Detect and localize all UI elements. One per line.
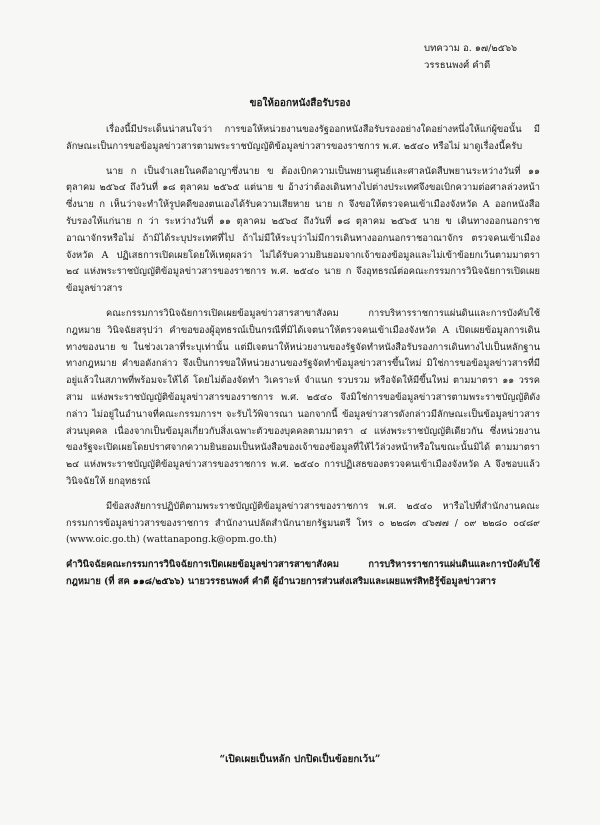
contact-paragraph: มีข้อสงสัยการปฏิบัติตามพระราชบัญญัติข้อมูลข่าวสารของราชการ พ.ศ. ๒๕๔๐ หารือไปที่สำนักงานคณะกรรมการข้อมูลข่าวสารของราชการ สำนักงานปลัดสำนักนายกรัฐมนตรี โทร ๐ ๒๒๘๓ ๔๖๗๗ / ๐๙ ๒๒๘๐ ๐๔๘๙ (www.oic.go.th) (wattanapong.k@opm.go.th) <box>66 500 540 546</box>
article-meta <box>424 40 517 74</box>
decision-paragraph: คณะกรรมการวินิจฉัยการเปิดเผยข้อมูลข่าวสารสาขาสังคม การบริหารราชการแผ่นดินและการบังคับใช้กฎหมาย วินิจฉัยสรุปว่า คำขอของผู้อุทธรณ์เป็นกรณีที่มิได้เจตนาให้ตรวจคนเข้าเมืองจังหวัด A เปิดเผยข้อมูลการเดินทางของนาย ข ในช่วงเวลาที่ระบุเท่านั้น แต่มีเจตนาให้หน่วยงานของรัฐจัดทำหนังสือรับรองการเดินทางไปเป็นหลักฐานทางกฎหมาย คำขอดังกล่าว จึงเป็นการขอให้หน่วยงานของรัฐจัดทำข้อมูลข่าวสารขึ้นใหม่ มิใช่การขอข้อมูลข่าวสารที่มีอยู่แล้วในสภาพที่พร้อมจะให้ได้ โดยไม่ต้องจัดทำ วิเคราะห์ จำแนก รวบรวม หรือจัดให้มีขึ้นใหม่ ตามมาตรา ๑๑ วรรคสาม แห่งพระราชบัญญัติข้อมูลข่าวสารของราชการ พ.ศ. ๒๕๔๐ จึงมิใช่การขอข้อมูลข่าวสารตามพระราชบัญญัติดังกล่าว ไม่อยู่ในอำนาจที่คณะกรรมการฯ จะรับไว้พิจารณา นอกจากนี้ ข้อมูลข่าวสารดังกล่าวมีลักษณะเป็นข้อมูลข่าวสารส่วนบุคคล เนื่องจากเป็นข้อมูลเกี่ยวกับสิ่งเฉพาะตัวของบุคคลตามมาตรา ๔ แห่งพระราชบัญญัติเดียวกัน ซึ่งหน่วยงานของรัฐจะเปิดเผยโดยปราศจากความยินยอมเป็นหนังสือของเจ้าของข้อมูลที่ให้ไว้ล่วงหน้าหรือในขณะนั้นมิได้ ตามมาตรา ๒๔ แห่งพระราชบัญญัติข้อมูลข่าวสารของราชการ พ.ศ. ๒๕๔๐ การปฏิเสธของตรวจคนเข้าเมืองจังหวัด A จึงชอบแล้ว วินิจฉัยให้ ยกอุทธรณ์ <box>66 307 540 487</box>
facts-paragraph: นาย ก เป็นจำเลยในคดีอาญาซึ่งนาย ข ต้องเบิกความเป็นพยานศูนย์และศาลนัดสืบพยานระหว่างวันที่ ๑๑ ตุลาคม ๒๕๖๔ ถึงวันที่ ๑๘ ตุลาคม ๒๕๖๕ แต่นาย ข อ้างว่าต้องเดินทางไปต่างประเทศจึงขอเบิกความต่อศาลล่วงหน้า ซึ่งนาย ก เห็นว่าจะทำให้รูปคดีของตนเองได้รับความเสียหาย นาย ก จึงขอให้ตรวจคนเข้าเมืองจังหวัด A ออกหนังสือรับรองให้แก่นาย ก ว่า ระหว่างวันที่ ๑๑ ตุลาคม ๒๕๖๔ ถึงวันที่ ๑๘ ตุลาคม ๒๕๖๕ นาย ข เดินทางออกนอกราชอาณาจักรหรือไม่ ถ้ามิได้ระบุประเทศที่ไป ถ้าไม่มีให้ระบุว่าไม่มีการเดินทางออกนอกราชอาณาจักร ตรวจคนเข้าเมืองจังหวัด A ปฏิเสธการเปิดเผยโดยให้เหตุผลว่า ไม่ได้รับความยินยอมจากเจ้าของข้อมูลและไม่เข้าข้อยกเว้นตามมาตรา ๒๔ แห่งพระราชบัญญัติข้อมูลข่าวสารของราชการ พ.ศ. ๒๕๔๐ นาย ก จึงอุทธรณ์ต่อคณะกรรมการวินิจฉัยการเปิดเผยข้อมูลข่าวสาร <box>66 165 540 295</box>
document-body <box>66 122 540 599</box>
citation-paragraph: คำวินิจฉัยคณะกรรมการวินิจฉัยการเปิดเผยข้อมูลข่าวสารสาขาสังคม การบริหารราชการแผ่นดินและการบังคับใช้กฎหมาย (ที่ สค ๑๑๘/๒๕๖๖) นายวรรธนพงศ์ คำดี ผู้อำนวยการส่วนส่งเสริมและเผยแพร่สิทธิรู้ข้อมูลข่าวสาร <box>66 559 540 587</box>
article-reference: บทความ อ. ๑๗/๒๕๖๖ <box>424 43 518 54</box>
slogan: “เปิดเผยเป็นหลัก ปกปิดเป็นข้อยกเว้น” <box>219 754 381 765</box>
article-author: วรรธนพงศ์ คำดี <box>424 60 491 71</box>
intro-paragraph: เรื่องนี้มีประเด็นน่าสนใจว่า การขอให้หน่วยงานของรัฐออกหนังสือรับรองอย่างใดอย่างหนึ่งให้แก่ผู้ขอนั้น มีลักษณะเป็นการขอข้อมูลข่าวสารตามพระราชบัญญัติข้อมูลข่าวสารของราชการ พ.ศ. ๒๕๔๐ หรือไม่ มาดูเรื่องนี้ครับ <box>66 124 540 152</box>
document-title: ขอให้ออกหนังสือรับรอง <box>249 98 351 109</box>
